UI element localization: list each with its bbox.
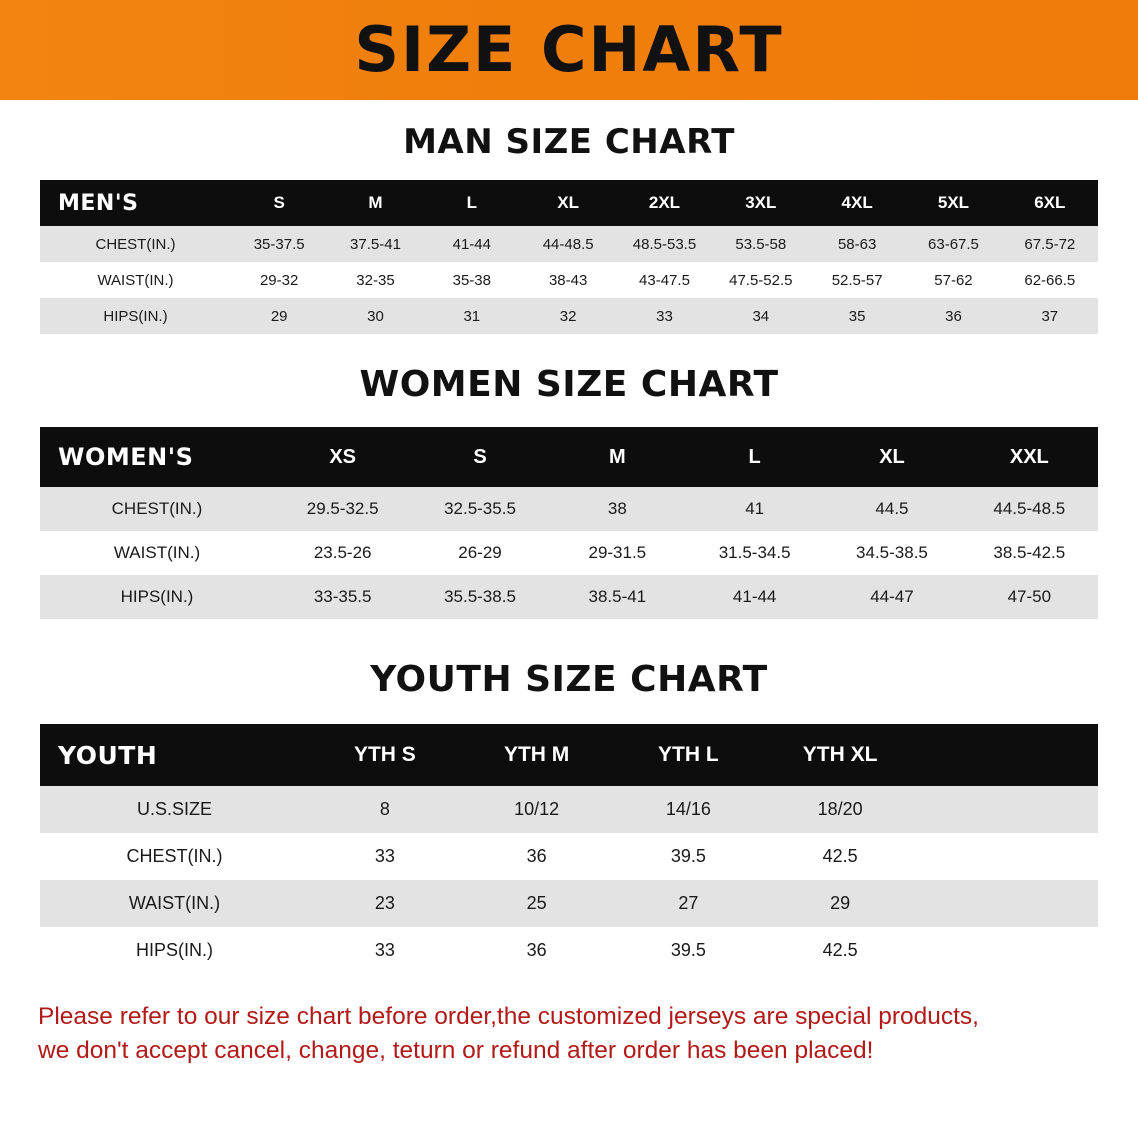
women-chest-0: 29.5-32.5 bbox=[306, 499, 379, 518]
man-row-label-hips: HIPS(IN.) bbox=[103, 307, 168, 325]
women-hips-3: 41-44 bbox=[732, 587, 777, 606]
women-table-wrapper bbox=[40, 427, 1098, 619]
man-row-label-waist: WAIST(IN.) bbox=[97, 271, 174, 289]
youth-chest-2: 39.5 bbox=[670, 846, 706, 866]
youth-hips-2: 39.5 bbox=[670, 940, 706, 960]
youth-spacer-cell bbox=[916, 833, 1098, 880]
youth-corner-label: YOUTH bbox=[58, 740, 158, 770]
women-hips-2: 38.5-41 bbox=[588, 587, 647, 606]
youth-chest-1: 36 bbox=[526, 846, 547, 866]
women-chest-1: 32.5-35.5 bbox=[444, 499, 516, 518]
youth-spacer-cell bbox=[916, 880, 1098, 927]
women-row-label-hips: HIPS(IN.) bbox=[120, 587, 194, 606]
page-banner bbox=[0, 0, 1138, 100]
youth-chest-3: 42.5 bbox=[822, 846, 858, 866]
man-size-table bbox=[40, 180, 1098, 334]
women-waist-0: 23.5-26 bbox=[313, 543, 372, 562]
youth-size-col-2: YTH L bbox=[658, 743, 719, 766]
man-waist-2: 35-38 bbox=[452, 271, 491, 289]
table-header-row bbox=[40, 724, 1098, 786]
man-hips-1: 30 bbox=[367, 307, 384, 325]
table-row bbox=[40, 487, 1098, 531]
man-chest-4: 48.5-53.5 bbox=[632, 235, 697, 253]
man-table-wrapper bbox=[40, 180, 1098, 334]
women-size-col-3: L bbox=[748, 445, 761, 468]
youth-table-header bbox=[40, 724, 1098, 786]
women-section-heading: WOMEN SIZE CHART bbox=[359, 364, 779, 405]
women-waist-1: 26-29 bbox=[458, 543, 502, 562]
man-hips-8: 37 bbox=[1041, 307, 1059, 325]
youth-hips-0: 33 bbox=[374, 940, 395, 960]
women-row-label-chest: CHEST(IN.) bbox=[111, 499, 203, 518]
women-corner-label: WOMEN'S bbox=[58, 443, 194, 471]
women-chest-3: 41 bbox=[745, 499, 765, 518]
women-waist-3: 31.5-34.5 bbox=[718, 543, 791, 562]
man-chest-6: 58-63 bbox=[837, 235, 877, 253]
youth-hips-3: 42.5 bbox=[822, 940, 858, 960]
man-size-col-0: S bbox=[273, 193, 285, 212]
women-chest-2: 38 bbox=[607, 499, 627, 518]
man-chest-7: 63-67.5 bbox=[928, 235, 979, 253]
women-waist-5: 38.5-42.5 bbox=[993, 543, 1066, 562]
table-header-row bbox=[40, 180, 1098, 226]
table-row bbox=[40, 880, 1098, 927]
women-row-label-waist: WAIST(IN.) bbox=[113, 543, 201, 562]
youth-waist-3: 29 bbox=[830, 893, 851, 913]
table-row bbox=[40, 833, 1098, 880]
women-chest-4: 44.5 bbox=[875, 499, 909, 518]
table-row bbox=[40, 226, 1098, 262]
youth-spacer-cell bbox=[916, 786, 1098, 833]
women-hips-1: 35.5-38.5 bbox=[444, 587, 516, 606]
women-table-body bbox=[40, 487, 1098, 619]
man-size-col-5: 3XL bbox=[745, 193, 777, 212]
youth-size-col-3: YTH XL bbox=[802, 743, 878, 766]
disclaimer-note bbox=[38, 1000, 1100, 1068]
man-size-col-1: M bbox=[368, 193, 383, 212]
man-waist-0: 29-32 bbox=[259, 271, 299, 289]
youth-waist-0: 23 bbox=[374, 893, 395, 913]
man-hips-7: 36 bbox=[945, 307, 962, 325]
women-hips-5: 47-50 bbox=[1007, 587, 1052, 606]
man-hips-2: 31 bbox=[463, 307, 481, 325]
youth-size-col-1: YTH M bbox=[503, 743, 570, 766]
women-size-col-1: S bbox=[473, 445, 487, 468]
man-waist-8: 62-66.5 bbox=[1024, 271, 1076, 289]
women-hips-0: 33-35.5 bbox=[313, 587, 372, 606]
man-size-col-2: L bbox=[466, 193, 478, 212]
women-waist-4: 34.5-38.5 bbox=[856, 543, 928, 562]
man-chest-1: 37.5-41 bbox=[350, 235, 401, 253]
man-chest-8: 67.5-72 bbox=[1024, 235, 1076, 253]
man-size-col-6: 4XL bbox=[841, 193, 873, 212]
table-row bbox=[40, 927, 1098, 974]
man-table-header bbox=[40, 180, 1098, 226]
man-size-col-4: 2XL bbox=[648, 193, 681, 212]
youth-table-wrapper bbox=[40, 724, 1098, 974]
youth-ussize-3: 18/20 bbox=[817, 799, 863, 819]
man-size-col-8: 6XL bbox=[1034, 193, 1066, 212]
women-hips-4: 44-47 bbox=[870, 587, 914, 606]
women-size-col-0: XS bbox=[329, 445, 356, 468]
youth-row-label-waist: WAIST(IN.) bbox=[128, 893, 221, 913]
page-title: SIZE CHART bbox=[354, 13, 784, 86]
youth-table-body bbox=[40, 786, 1098, 974]
man-waist-1: 32-35 bbox=[356, 271, 395, 289]
man-size-col-3: XL bbox=[557, 193, 580, 212]
youth-size-col-0: YTH S bbox=[353, 743, 416, 766]
table-row bbox=[40, 575, 1098, 619]
youth-spacer-cell bbox=[916, 927, 1098, 974]
man-hips-4: 33 bbox=[656, 307, 673, 325]
man-section-heading: MAN SIZE CHART bbox=[403, 122, 735, 162]
table-row bbox=[40, 786, 1098, 833]
man-hips-5: 34 bbox=[752, 307, 770, 325]
youth-waist-2: 27 bbox=[678, 893, 699, 913]
youth-waist-1: 25 bbox=[526, 893, 547, 913]
youth-ussize-1: 10/12 bbox=[514, 799, 560, 819]
man-waist-5: 47.5-52.5 bbox=[729, 271, 793, 289]
women-waist-2: 29-31.5 bbox=[588, 543, 647, 562]
man-waist-6: 52.5-57 bbox=[831, 271, 883, 289]
youth-ussize-2: 14/16 bbox=[665, 799, 711, 819]
man-chest-0: 35-37.5 bbox=[253, 235, 305, 253]
youth-row-label-hips: HIPS(IN.) bbox=[135, 940, 213, 960]
table-row bbox=[40, 531, 1098, 575]
youth-section-heading: YOUTH SIZE CHART bbox=[370, 659, 768, 700]
man-row-label-chest: CHEST(IN.) bbox=[95, 235, 176, 253]
man-chest-2: 41-44 bbox=[452, 235, 491, 253]
youth-row-label-chest: CHEST(IN.) bbox=[126, 846, 223, 866]
man-size-col-7: 5XL bbox=[937, 193, 970, 212]
women-size-table bbox=[40, 427, 1098, 619]
man-waist-7: 57-62 bbox=[934, 271, 973, 289]
man-hips-6: 35 bbox=[848, 307, 866, 325]
youth-size-table bbox=[40, 724, 1098, 974]
man-hips-3: 32 bbox=[559, 307, 577, 325]
youth-hips-1: 36 bbox=[526, 940, 547, 960]
table-row bbox=[40, 262, 1098, 298]
youth-chest-0: 33 bbox=[374, 846, 395, 866]
man-waist-4: 43-47.5 bbox=[639, 271, 690, 289]
table-header-row bbox=[40, 427, 1098, 487]
man-waist-3: 38-43 bbox=[548, 271, 588, 289]
man-chest-3: 44-48.5 bbox=[542, 235, 594, 253]
disclaimer-line-2: we don't accept cancel, change, teturn or refund after order has been placed! bbox=[38, 1036, 874, 1064]
table-row bbox=[40, 298, 1098, 334]
women-size-col-5: XXL bbox=[1009, 445, 1049, 468]
man-table-body bbox=[40, 226, 1098, 334]
women-table-header bbox=[40, 427, 1098, 487]
women-size-col-4: XL bbox=[879, 445, 905, 468]
man-hips-0: 29 bbox=[270, 307, 288, 325]
man-corner-label: MEN'S bbox=[58, 190, 139, 216]
women-size-col-2: M bbox=[608, 445, 626, 468]
women-chest-5: 44.5-48.5 bbox=[993, 499, 1066, 518]
youth-ussize-0: 8 bbox=[379, 799, 390, 819]
man-chest-5: 53.5-58 bbox=[735, 235, 787, 253]
youth-spacer-col bbox=[916, 724, 1098, 786]
youth-row-label-ussize: U.S.SIZE bbox=[136, 799, 212, 819]
disclaimer-line-1: Please refer to our size chart before order,the customized jerseys are special products, bbox=[38, 1003, 979, 1030]
